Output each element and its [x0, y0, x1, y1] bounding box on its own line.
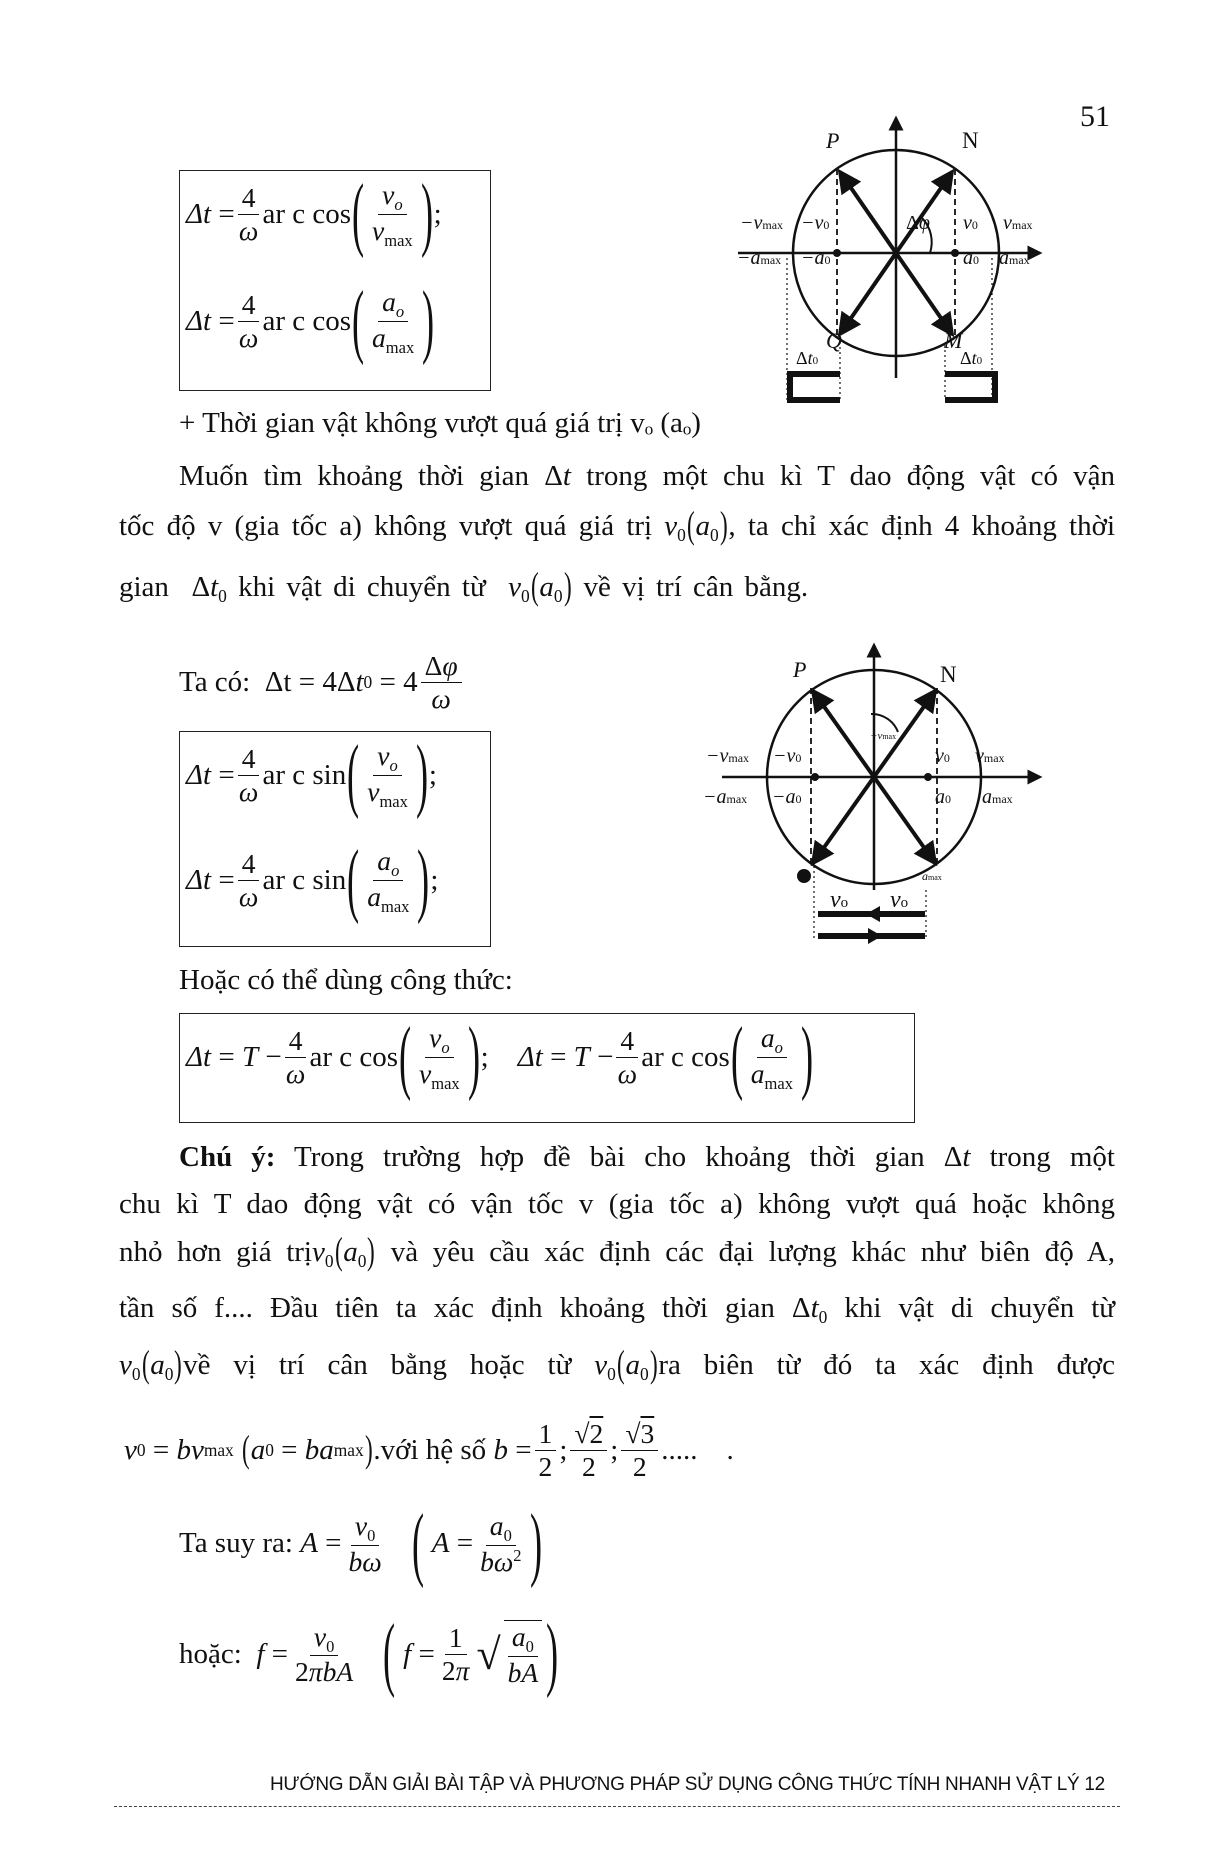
svg-text:−v0: −v0 — [773, 745, 802, 767]
note-line4: tần số f.... Đầu tiên ta xác định khoảng thời gian $\Delta t_0$ khi vật di chuyển từ — [119, 1292, 1116, 1328]
svg-text:vmax: vmax — [975, 745, 1005, 767]
svg-text:a0: a0 — [963, 247, 979, 269]
vector-Q — [840, 253, 896, 334]
formula-dt-arcsin-a: Δt = $\frac{4}{\omega}$ ar c sin ( $\frac{a_o}{a_{max}}$ ) ; — [186, 834, 439, 926]
vector-M — [896, 253, 952, 334]
svg-text:amax: amax — [922, 869, 942, 883]
svg-text:a0: a0 — [935, 786, 951, 808]
label-P: P — [826, 128, 840, 153]
svg-text:Δt0: Δt0 — [796, 348, 819, 368]
svg-text:v0: v0 — [935, 745, 950, 767]
page-number: 51 — [1080, 100, 1110, 133]
formula-dt-T-minus: Δt = T − $\frac{4}{\omega}$ ar c cos ( $\frac{v_o}{v_{max}}$ ) ; Δt = T − $\frac{4}{\omega}$ ar c cos ( $\frac{a_o}{a_{max}}$ ) — [186, 1011, 814, 1103]
svg-text:−a0: −a0 — [801, 247, 831, 269]
svg-text:amax: amax — [999, 247, 1030, 269]
svg-text:vmax: vmax — [1003, 212, 1033, 234]
formula-amplitude: Ta suy ra: A = $\frac{v_0}{b\omega}$ ( A = $\frac{a_0}{b\omega^2}$ ) — [179, 1497, 542, 1589]
phase-circle-diagram-1 — [738, 118, 1040, 400]
note-line1: Chú ý: Trong trường hợp đề bài cho khoảng thời gian Δt trong một — [179, 1141, 1115, 1173]
svg-text:−amax: −amax — [703, 786, 748, 808]
svg-text:−v0: −v0 — [801, 212, 830, 234]
label-M: M — [944, 328, 963, 353]
note-line3: nhỏ hơn giá $trịv_0(a_0)$ và yêu cầu xác định các đại lượng khác như biên độ A, — [119, 1231, 1115, 1273]
note-line5: $v_0(a_0)về$ vị trí cân bằng hoặc từ $v_0(a_0)ra$ biên từ đó ta xác định được — [119, 1344, 1116, 1386]
label-Q: Q — [826, 328, 842, 353]
alt-formula-heading: Hoặc có thể dùng công thức: — [179, 964, 513, 996]
svg-text:amax: amax — [982, 786, 1013, 808]
bracket-right — [945, 374, 995, 400]
formula-dt-arccos-a: Δt = $\frac{4}{\omega}$ ar c cos ( $\frac{a_o}{a_{max}}$ ) — [186, 275, 435, 367]
svg-text:−vmax: −vmax — [870, 730, 897, 742]
svg-text:−vmax: −vmax — [706, 745, 750, 767]
heading-not-exceed: + Thời gian vật không vượt quá giá trị vₒ (aₒ) — [179, 407, 701, 439]
label-P: P — [793, 657, 807, 682]
formula-dt-arccos-v: Δt = $\frac{4}{\omega}$ ar c cos ( $\frac{v_o}{v_{max}}$ ) ; — [186, 168, 442, 260]
bracket-left — [790, 374, 840, 400]
svg-text:Δφ: Δφ — [906, 212, 930, 234]
svg-text:−amax: −amax — [737, 247, 782, 269]
footer-title: HƯỚNG DẪN GIẢI BÀI TẬP VÀ PHƯƠNG PHÁP SỬ DỤNG CÔNG THỨC TÍNH NHANH VẬT LÝ 12 — [270, 1774, 1105, 1795]
note-line2: chu kì T dao động vật có vận tốc v (gia tốc a) không vượt quá hoặc không — [119, 1188, 1115, 1220]
note-line6-coefficient: v 0 = b v max ( a 0 = b a max ) .với hệ số b = $\frac{1}{2}$ ; $\frac{√2}{2}$ ; $\frac{√3}{2}$ ..... . — [124, 1418, 734, 1482]
formula-dt-arcsin-v: Δt = $\frac{4}{\omega}$ ar c sin ( $\frac{v_o}{v_{max}}$ ) ; — [186, 729, 437, 821]
formula-ta-co: Ta có: Δt = 4 Δ t 0 = 4 $\frac{\Delta\varphi}{\omega}$ — [179, 650, 465, 714]
svg-text:vo: vo — [890, 887, 909, 913]
svg-text:vo: vo — [830, 887, 849, 913]
vector-P — [840, 172, 896, 253]
para1-line2: tốc độ v (gia tốc a) không vượt quá giá trị $v_0(a_0)$, ta chỉ xác định 4 khoảng thời — [119, 505, 1116, 547]
start-point-dot — [797, 869, 811, 883]
svg-text:−a0: −a0 — [772, 786, 802, 808]
para1-line1: Muốn tìm khoảng thời gian Δt trong một chu kì T dao động vật có vận — [179, 460, 1116, 492]
svg-text:Δt0: Δt0 — [960, 348, 983, 368]
label-N: N — [962, 128, 979, 153]
svg-text:−vmax: −vmax — [740, 212, 784, 234]
formula-frequency: hoặc: f = $\frac{v_0}{\text{2πbA}}$ ( f = $\frac{1}{2\pi}$ √ $\frac{a_0}{bA}$ ) — [179, 1607, 559, 1700]
para1-line3: gian $\Delta t_0$ khi vật di chuyển từ $v_0(a_0)$ về vị trí cân bằng. — [119, 566, 809, 608]
svg-text:v0: v0 — [963, 212, 978, 234]
label-N: N — [940, 662, 957, 687]
